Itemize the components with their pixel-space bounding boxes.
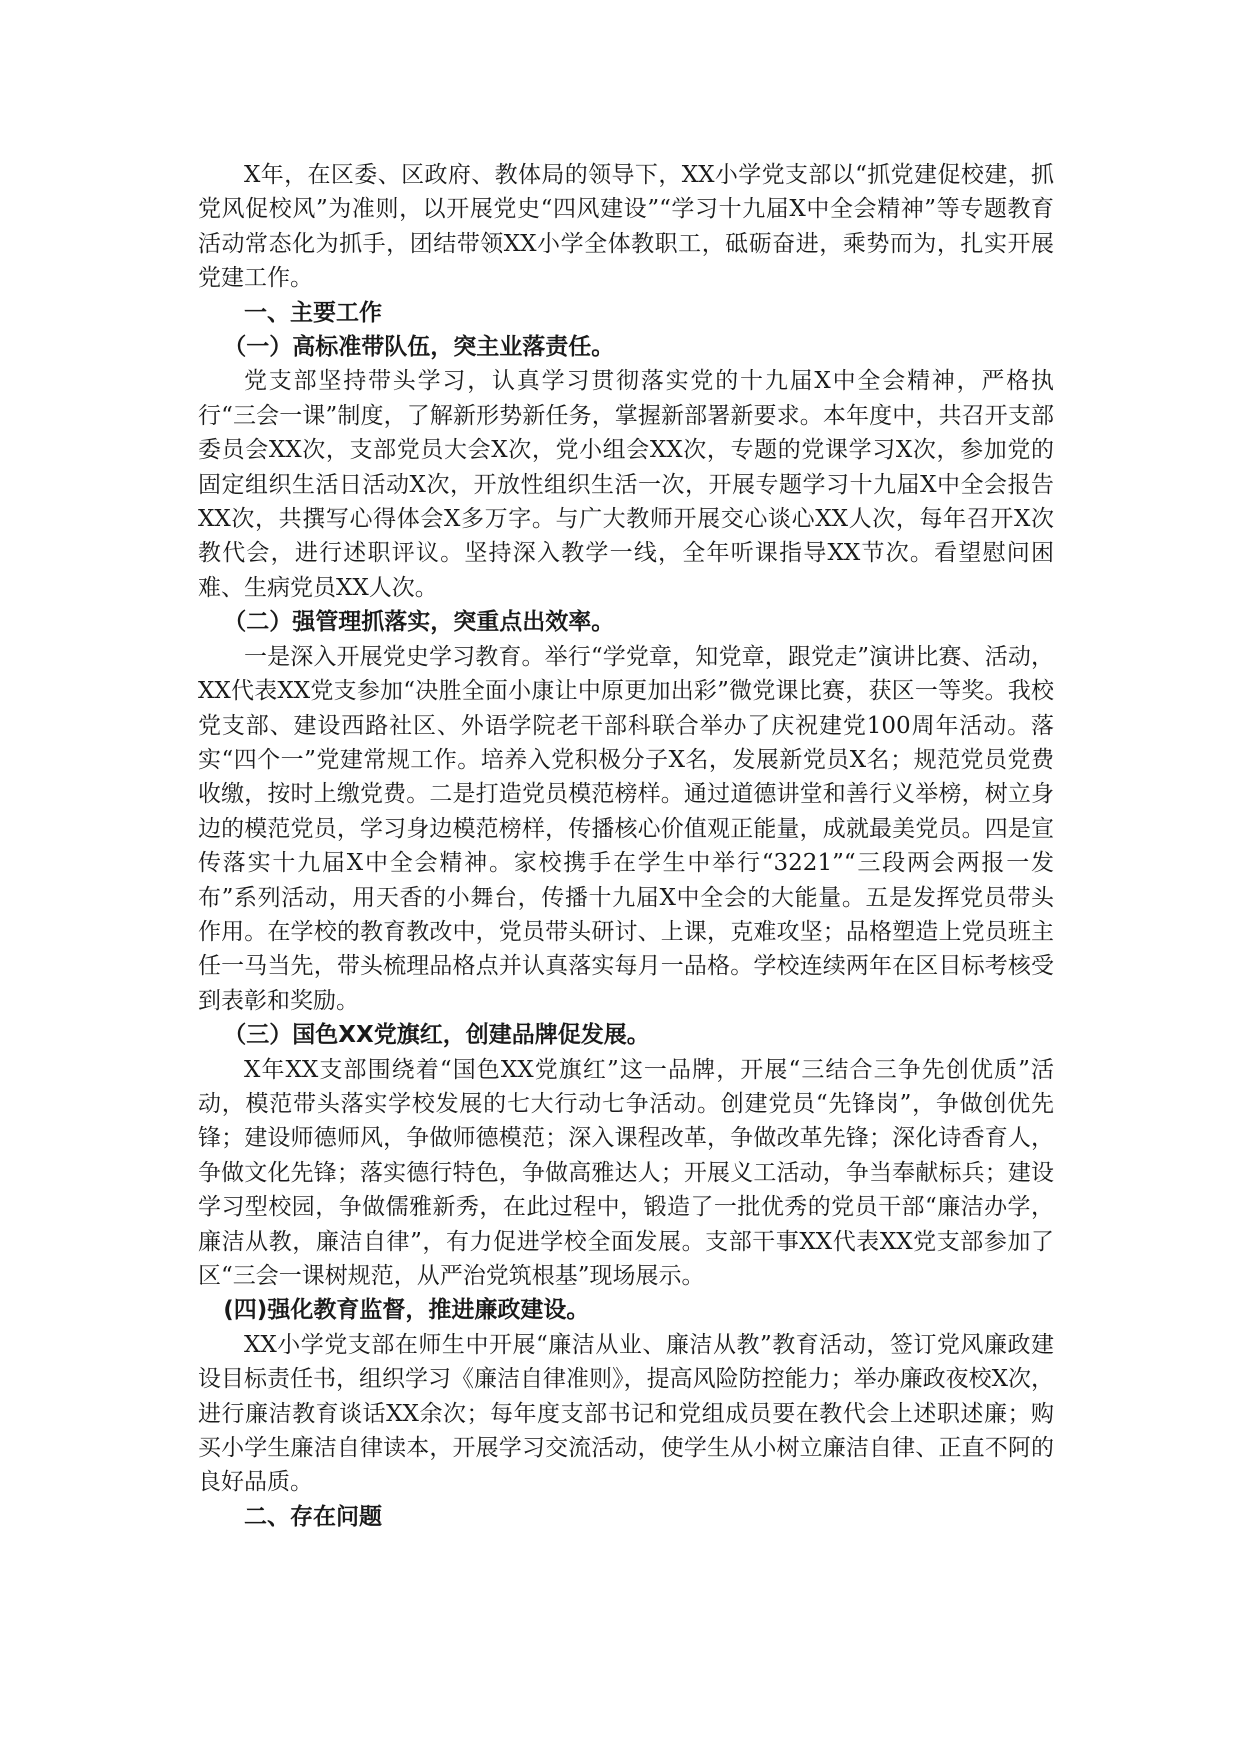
subsection-heading-1: （一）高标准带队伍，突主业落责任。 (223, 334, 615, 361)
subsection-paragraph-4: XX小学党支部在师生中开展“廉洁从业、廉洁从教”教育活动，签订党风廉政建设目标责任书，组织学习《廉洁自律准则》，提高风险防控能力；举办廉政夜校X次，进行廉洁教育谈话XX余次；每年度支部书记和党组成员要在教代会上述职述廉；购买小学生廉洁自律读本，开展学习交流活动，使学生从小树立廉洁自律、正直不阿的良好品质。 (198, 1331, 1054, 1496)
subsection-paragraph-3: X年XX支部围绕着“国色XX党旗红”这一品牌，开展“三结合三争先创优质”活动，模范带头落实学校发展的七大行动七争活动。创建党员“先锋岗”，争做创优先锋；建设师德师风，争做师德模范；深入课程改革，争做改革先锋；深化诗香育人，争做文化先锋；落实德行特色，争做高雅达人；开展义工活动，争当奉献标兵；建设学习型校园，争做儒雅新秀，在此过程中，锻造了一批优秀的党员干部“廉洁办学，廉洁从教，廉洁自律”，有力促进学校全面发展。支部干事XX代表XX党支部参加了区“三会一课树规范，从严治党筑根基”现场展示。 (198, 1056, 1054, 1289)
subsection-paragraph-1: 党支部坚持带头学习，认真学习贯彻落实党的十九届X中全会精神，严格执行“三会一课”制度，了解新形势新任务，掌握新部署新要求。本年度中，共召开支部委员会XX次，支部党员大会X次，党小组会XX次，专题的党课学习X次，参加党的固定组织生活日活动X次，开放性组织生活一次，开展专题学习十九届X中全会报告XX次，共撰写心得体会X多万字。与广大教师开展交心谈心XX人次，每年召开X次教代会，进行述职评议。坚持深入教学一线，全年听课指导XX节次。看望慰问困难、生病党员XX人次。 (198, 368, 1054, 601)
subsection-heading-3: （三）国色XX党旗红，创建品牌促发展。 (223, 1022, 650, 1049)
subsection-heading-2: （二）强管理抓落实，突重点出效率。 (223, 609, 615, 636)
section-heading-main-work: 一、主要工作 (244, 299, 382, 326)
section-heading-problems: 二、存在问题 (244, 1503, 382, 1530)
document-page (198, 158, 1054, 1534)
subsection-paragraph-2: 一是深入开展党史学习教育。举行“学党章，知党章，跟党走”演讲比赛、活动，XX代表XX党支参加“决胜全面小康让中原更加出彩”微党课比赛，获区一等奖。我校党支部、建设西路社区、外语学院老干部科联合举办了庆祝建党100周年活动。落实“四个一”党建常规工作。培养入党积极分子X名，发展新党员X名；规范党员党费收缴，按时上缴党费。二是打造党员模范榜样。通过道德讲堂和善行义举榜，树立身边的模范党员，学习身边模范榜样，传播核心价值观正能量，成就最美党员。四是宣传落实十九届X中全会精神。家校携手在学生中举行“3221”“三段两会两报一发布”系列活动，用天香的小舞台，传播十九届X中全会的大能量。五是发挥党员带头作用。在学校的教育教改中，党员带头研讨、上课，克难攻坚；品格塑造上党员班主任一马当先，带头梳理品格点并认真落实每月一品格。学校连续两年在区目标考核受到表彰和奖励。 (198, 643, 1054, 1014)
subsection-heading-4: (四)强化教育监督，推进廉政建设。 (223, 1297, 590, 1324)
intro-paragraph: X年，在区委、区政府、教体局的领导下，XX小学党支部以“抓党建促校建，抓党风促校风”为准则，以开展党史“四风建设”“学习十九届X中全会精神”等专题教育活动常态化为抓手，团结带领XX小学全体教职工，砥砺奋进，乘势而为，扎实开展党建工作。 (198, 162, 1054, 292)
